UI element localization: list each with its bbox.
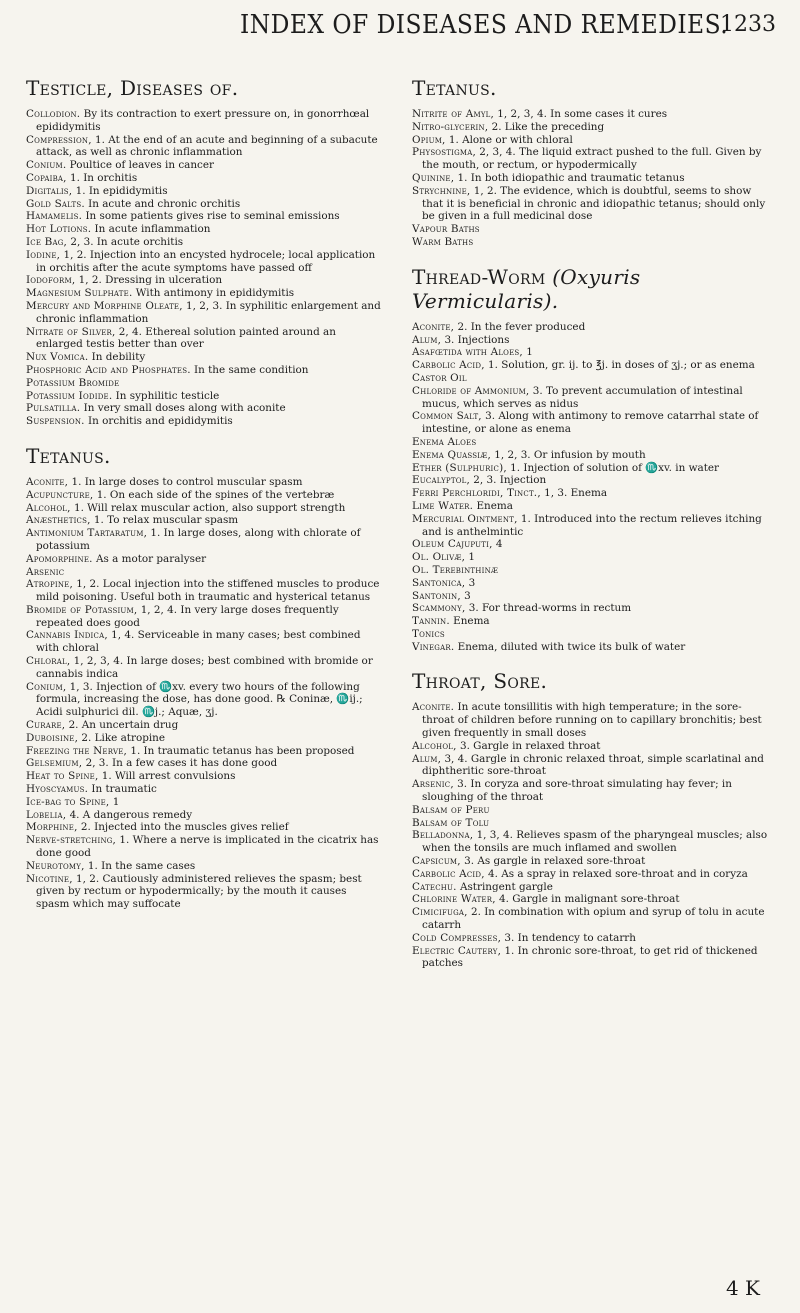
index-entry (26, 249, 382, 275)
entry-text: 2. Like the preceding (488, 120, 605, 133)
entry-term: Aconite, (26, 475, 69, 488)
index-entry (26, 223, 382, 236)
index-entry (412, 577, 774, 590)
entry-term: Opium, (412, 133, 446, 146)
entry-term: Compression, (26, 133, 92, 146)
entry-term: Capsicum, (412, 855, 461, 868)
entry-term: Scammony, (412, 602, 466, 615)
index-entry (412, 829, 774, 855)
entry-text: 2, 3. In a few cases it has done good (82, 757, 278, 770)
entry-term: Iodoform, (26, 274, 76, 287)
index-entry (412, 590, 774, 603)
entry-text: In traumatic (88, 783, 157, 796)
index-entry (412, 487, 774, 500)
index-entry (26, 274, 382, 287)
index-entry (412, 223, 774, 236)
entry-text: In the same condition (190, 363, 309, 376)
entry-term: Nitro-glycerin, (412, 120, 489, 133)
entry-term: Enema Aloes (412, 435, 477, 448)
entry-term: Conium, (26, 680, 67, 693)
index-entry (412, 236, 774, 249)
entry-text: 2. Like atropine (78, 731, 166, 744)
left-column (26, 76, 382, 911)
entry-list-thread-worm (412, 321, 774, 654)
section-gap (412, 653, 774, 669)
entry-term: Balsam of Tolu (412, 816, 490, 829)
entry-text: 2. An uncertain drug (65, 719, 179, 732)
entry-term: Nitrite of Amyl, (412, 108, 494, 120)
entry-text: 1, 2, 3. Or infusion by mouth (490, 448, 646, 461)
entry-text: 1. Will arrest convulsions (98, 770, 236, 783)
index-entry (26, 732, 382, 745)
entry-text: 1, 3. Enema (540, 487, 608, 500)
entry-term: Carbolic Acid, (412, 867, 485, 880)
entry-text: With antimony in epididymitis (132, 287, 295, 300)
entry-text: In orchitis and epididymitis (84, 415, 233, 428)
index-entry (412, 564, 774, 577)
entry-text: 3. To prevent accumulation of intestinal mucus, which serves as nidus (422, 384, 743, 410)
entry-text: 1 (465, 551, 475, 564)
entry-text: 1, 2, 4. In very large doses frequently repeated does good (36, 603, 339, 629)
entry-text: 1, 2. Injection into an encysted hydrocele; local application in orchitis after the acute symptoms have passed off (36, 248, 376, 274)
entry-text: 2. In combination with opium and syrup of tolu in acute catarrh (422, 906, 765, 932)
section-gap (412, 249, 774, 265)
entry-term: Vapour Baths (412, 223, 480, 236)
entry-text: 3. In coryza and sore-throat simulating hay fever; in sloughing of the throat (422, 778, 732, 804)
index-entry (26, 502, 382, 515)
entry-text: 1. In large doses, along with chlorate of potassium (36, 527, 361, 552)
index-entry (412, 474, 774, 487)
entry-term: Hyoscyamus. (26, 783, 89, 796)
index-entry (26, 476, 382, 489)
entry-text: 1 (109, 795, 120, 808)
index-entry (412, 538, 774, 551)
entry-term: Bromide of Potassium, (26, 603, 138, 616)
entry-text: 1. Will relax muscular action, also support strength (70, 501, 346, 514)
index-entry (412, 500, 774, 513)
entry-term: Acupuncture, (26, 488, 94, 501)
index-entry (26, 172, 382, 185)
index-entry (26, 159, 382, 172)
entry-text: 2. Injected into the muscles gives relief (77, 821, 289, 834)
entry-text: By its contraction to exert pressure on, in gonorrhœal epididymitis (36, 108, 370, 133)
index-entry (412, 436, 774, 449)
entry-text: 3. In tendency to catarrh (501, 931, 636, 944)
entry-list-tetanus-continued (412, 108, 774, 249)
index-entry (26, 873, 382, 911)
entry-term: Eucalyptol, (412, 474, 470, 487)
entry-text: 1. Alone or with chloral (445, 133, 573, 146)
entry-text: In acute and chronic orchitis (84, 197, 241, 210)
index-entry (412, 334, 774, 347)
entry-text: 3. Gargle in relaxed throat (456, 739, 601, 752)
entry-term: Iodine, (26, 248, 61, 261)
index-entry (26, 185, 382, 198)
index-entry (412, 881, 774, 894)
index-entry (412, 462, 774, 475)
entry-term: Lobelia, (26, 808, 67, 821)
entry-text: 1. Introduced into the rectum relieves itching and is anthelmintic (422, 512, 762, 538)
index-entry (26, 402, 382, 415)
section-title-testicle: Testicle, Diseases of. (26, 76, 239, 100)
entry-term: Chloride of Ammonium, (412, 384, 530, 397)
entry-text: 1, 2. Cautiously administered relieves the spasm; best given by rectum or hypodermically; by the mouth it causes spasm which may suffocate (36, 872, 362, 911)
entry-text: In some patients gives rise to seminal emissions (82, 210, 340, 223)
entry-text: 2. In the fever produced (454, 320, 586, 333)
entry-term: Gelsemium, (26, 757, 83, 770)
entry-term: Cannabis Indica, (26, 629, 108, 642)
entry-list-tetanus (26, 476, 382, 911)
entry-term: Aconite. (412, 701, 455, 714)
entry-term: Ether (Sulphuric), (412, 461, 507, 474)
section-title-thread-worm (412, 265, 774, 313)
entry-term: Hot Lotions. (26, 223, 92, 236)
entry-text: Poultice of leaves in cancer (66, 159, 214, 172)
index-entry (412, 346, 774, 359)
index-entry (26, 134, 382, 160)
index-entry (26, 578, 382, 604)
index-entry (412, 372, 774, 385)
index-entry (26, 364, 382, 377)
entry-text: 1, 2. The evidence, which is doubtful, seems to show that it is beneficial in chronic and idiopathic tetanus; should only be given in a full medicinal dose (422, 184, 766, 223)
entry-text: 1. In epididymitis (72, 184, 168, 197)
entry-term: Potassium Bromide (26, 376, 120, 389)
index-entry (412, 753, 774, 779)
entry-text: Enema (473, 499, 513, 512)
entry-term: Collodion. (26, 108, 81, 120)
entry-term: Strychnine, (412, 184, 471, 197)
index-entry (26, 236, 382, 249)
entry-term: Cold Compresses, (412, 931, 502, 944)
entry-text: 3 (460, 589, 471, 602)
index-entry (412, 385, 774, 411)
index-entry (412, 868, 774, 881)
index-entry (26, 527, 382, 553)
entry-text: 1, 3. Injection of ♏xv. every two hours of the following formula, increasing the dose, has done good. ℞ Coninæ, ♏ij.; Acidi sulphurici dil. ♏j.; Aquæ, ʒj. (36, 680, 363, 719)
right-column (412, 76, 774, 970)
entry-text: 1. In large doses to control muscular spasm (68, 475, 303, 488)
section-title-tetanus-continued: Tetanus. (412, 76, 497, 100)
entry-term: Carbolic Acid, (412, 359, 485, 372)
entry-term: Antimonium Tartaratum, (26, 527, 148, 540)
entry-text: 4. Gargle in malignant sore-throat (495, 893, 680, 906)
entry-term: Cimicifuga, (412, 906, 468, 919)
section-title-latin: (Oxyuris Vermicularis). (412, 264, 641, 313)
section-title-sore-throat: Throat, Sore. (412, 669, 548, 694)
entry-term: Atropine, (26, 578, 73, 591)
entry-term: Morphine, (26, 821, 78, 834)
index-entry (26, 796, 382, 809)
entry-term: Hamamelis. (26, 210, 83, 223)
index-entry (26, 809, 382, 822)
entry-term: Gold Salts. (26, 197, 85, 210)
entry-term: Tannin. (412, 615, 450, 628)
entry-text: 3. As gargle in relaxed sore-throat (460, 855, 646, 868)
entry-term: Curare, (26, 719, 66, 732)
index-entry (412, 513, 774, 539)
entry-term: Nerve-stretching, (26, 834, 117, 847)
entry-term: Anæsthetics, (26, 514, 91, 527)
entry-term: Santonica, (412, 576, 466, 589)
entry-term: Nitrate of Silver, (26, 325, 116, 338)
entry-term: Alcohol, (412, 739, 457, 752)
entry-text: 1. In orchitis (66, 171, 138, 184)
entry-text: 2, 3, 4. The liquid extract pushed to the full. Given by the mouth, or rectum, or hypodermically (422, 146, 762, 172)
index-entry (26, 834, 382, 860)
entry-term: Alum, (412, 333, 442, 346)
index-entry (412, 945, 774, 971)
index-entry (26, 351, 382, 364)
entry-term: Suspension. (26, 415, 85, 428)
index-entry (412, 134, 774, 147)
page-number: 1233 (720, 12, 776, 37)
entry-text: 1. In both idiopathic and traumatic tetanus (454, 171, 685, 184)
entry-term: Conium. (26, 159, 67, 172)
entry-term: Digitalis, (26, 184, 73, 197)
entry-text: 1, 2, 3, 4. In some cases it cures (494, 108, 668, 120)
entry-text: Astringent gargle (456, 880, 553, 893)
index-entry (26, 629, 382, 655)
index-entry (412, 817, 774, 830)
index-entry (412, 551, 774, 564)
index-entry (26, 655, 382, 681)
entry-term: Santonin, (412, 589, 461, 602)
index-entry (412, 804, 774, 817)
entry-term: Heat to Spine, (26, 770, 99, 783)
index-entry (412, 641, 774, 654)
entry-text: 4 (492, 538, 503, 551)
index-entry (412, 185, 774, 223)
entry-term: Ice-bag to Spine, (26, 795, 110, 808)
index-entry (26, 390, 382, 403)
entry-text: 3, 4. Gargle in chronic relaxed throat, simple scarlatinal and diphtheritic sore-throat (422, 752, 764, 778)
entry-term: Ferri Perchloridi, Tinct., (412, 487, 541, 500)
entry-text: In very small doses along with aconite (80, 402, 286, 415)
entry-term: Asafœtida with Aloes, (412, 346, 523, 359)
entry-term: Ol. Terebinthinæ (412, 563, 499, 576)
entry-text: In debility (88, 351, 146, 364)
entry-term: Copaiba, (26, 171, 67, 184)
index-entry (412, 615, 774, 628)
entry-term: Warm Baths (412, 235, 474, 248)
entry-text: 1 (522, 346, 533, 359)
entry-term: Mercurial Ointment, (412, 512, 518, 525)
entry-term: Apomorphine. (26, 552, 93, 565)
entry-text: 1, 2. Dressing in ulceration (75, 274, 223, 287)
entry-text: 1. On each side of the spines of the vertebræ (93, 488, 335, 501)
entry-term: Chloral, (26, 655, 71, 668)
entry-text: 1. Where a nerve is implicated in the cicatrix has done good (36, 834, 379, 860)
index-entry (412, 906, 774, 932)
index-entry (26, 514, 382, 527)
entry-term: Ol. Olivæ, (412, 551, 466, 564)
entry-text: 1. Injection of solution of ♏xv. in water (506, 461, 719, 474)
index-entry (412, 172, 774, 185)
index-entry (412, 410, 774, 436)
index-entry (26, 198, 382, 211)
index-entry (26, 604, 382, 630)
entry-text: 2, 3. In acute orchitis (67, 235, 184, 248)
entry-text: 3. For thread-worms in rectum (465, 602, 632, 615)
entry-list-testicle (26, 108, 382, 428)
entry-text: 3. Injections (441, 333, 510, 346)
entry-term: Physostigma, (412, 146, 476, 159)
entry-term: Aconite, (412, 320, 455, 333)
entry-term: Alum, (412, 752, 442, 765)
index-entry (26, 719, 382, 732)
entry-text: 3. Along with antimony to remove catarrhal state of intestine, or alone as enema (422, 410, 759, 436)
index-entry (26, 745, 382, 758)
entry-text: 2, 4. Ethereal solution painted around an enlarged testis better than over (36, 325, 336, 351)
entry-term: Castor Oil (412, 371, 467, 384)
entry-term: Neurotomy, (26, 859, 85, 872)
index-entry (26, 210, 382, 223)
entry-text: In syphilitic testicle (112, 389, 220, 402)
entry-term: Catechu. (412, 880, 457, 893)
entry-term: Chlorine Water, (412, 893, 496, 906)
running-head: INDEX OF DISEASES AND REMEDIES. (240, 10, 729, 40)
entry-term: Nux Vomica. (26, 351, 89, 364)
entry-text: 1. Solution, gr. ij. to ℥j. in doses of ʒj.; or as enema (484, 359, 755, 372)
index-entry (26, 300, 382, 326)
section-gap (26, 428, 382, 444)
entry-text: 1. To relax muscular spasm (90, 514, 239, 527)
entry-text: 1. In traumatic tetanus has been proposed (127, 744, 355, 757)
entry-term: Enema Quassiæ, (412, 448, 491, 461)
index-entry (26, 553, 382, 566)
entry-term: Quinine, (412, 171, 455, 184)
entry-text: 1, 2, 3, 4. In large doses; best combined with bromide or cannabis indica (36, 655, 373, 680)
entry-term: Pulsatilla. (26, 402, 81, 415)
entry-term: Mercury and Morphine Oleate, (26, 299, 183, 312)
index-entry (26, 783, 382, 796)
entry-text: In acute inflammation (91, 223, 211, 236)
entry-text: 1, 2. Local injection into the stiffened muscles to produce mild poisoning. Useful both in traumatic and hysterical tetanus (36, 578, 380, 604)
index-entry (412, 778, 774, 804)
entry-term: Freezing the Nerve, (26, 744, 128, 757)
index-entry (26, 566, 382, 579)
index-entry (26, 489, 382, 502)
section-title-tetanus: Tetanus. (26, 443, 111, 468)
index-entry (26, 287, 382, 300)
entry-text: Enema, diluted with twice its bulk of water (454, 640, 686, 653)
entry-text: 4. A dangerous remedy (66, 808, 193, 821)
entry-list-sore-throat (412, 701, 774, 970)
entry-term: Lime Water. (412, 499, 474, 512)
entry-text: 1. In chronic sore-throat, to get rid of thickened patches (422, 944, 758, 970)
entry-term: Oleum Cajuputi, (412, 538, 493, 551)
entry-term: Magnesium Sulphate. (26, 287, 133, 300)
entry-text: 1, 3, 4. Relieves spasm of the pharyngeal muscles; also when the tonsils are much inflamed and swollen (422, 829, 768, 855)
entry-term: Arsenic, (412, 778, 454, 791)
entry-term: Phosphoric Acid and Phosphates. (26, 363, 191, 376)
entry-term: Nicotine, (26, 872, 73, 885)
entry-term: Vinegar. (412, 640, 455, 653)
index-entry (412, 701, 774, 739)
entry-text: 4. As a spray in relaxed sore-throat and in coryza (484, 867, 748, 880)
index-entry (412, 932, 774, 945)
entry-text: In acute tonsillitis with high temperature; in the sore-throat of children before running on to capillary bronchitis; best given frequently in small doses (422, 701, 762, 740)
index-entry (26, 860, 382, 873)
index-entry (412, 893, 774, 906)
entry-term: Alcohol, (26, 501, 71, 514)
entry-text: 1, 4. Serviceable in many cases; best combined with chloral (36, 629, 361, 655)
index-entry (412, 855, 774, 868)
index-entry (26, 770, 382, 783)
index-entry (412, 321, 774, 334)
entry-text: As a motor paralyser (92, 552, 207, 565)
entry-text: 1, 2, 3. In syphilitic enlargement and chronic inflammation (36, 299, 381, 325)
index-entry (26, 821, 382, 834)
index-entry (26, 757, 382, 770)
index-entry (26, 681, 382, 719)
index-entry (26, 415, 382, 428)
section-title-main: Thread-Worm (412, 264, 546, 289)
entry-text: 2, 3. Injection (470, 474, 547, 487)
index-entry (412, 146, 774, 172)
entry-term: Balsam of Peru (412, 803, 490, 816)
index-entry (412, 108, 774, 121)
entry-term: Duboisine, (26, 731, 79, 744)
index-entry (412, 359, 774, 372)
entry-text: 1. At the end of an acute and beginning of a subacute attack, as well as chronic inflammation (36, 133, 378, 159)
entry-term: Arsenic (26, 565, 65, 578)
entry-term: Electric Cautery, (412, 944, 502, 957)
page-header (0, 8, 800, 48)
signature-mark: 4 K (725, 1276, 760, 1300)
index-entry (412, 740, 774, 753)
index-entry (412, 449, 774, 462)
index-entry (26, 108, 382, 134)
index-entry (26, 377, 382, 390)
index-entry (412, 628, 774, 641)
index-entry (26, 326, 382, 352)
index-entry (412, 121, 774, 134)
entry-text: 1. In the same cases (84, 859, 196, 872)
entry-term: Common Salt, (412, 410, 482, 423)
entry-term: Potassium Iodide. (26, 389, 113, 402)
entry-text: 3 (465, 576, 476, 589)
index-entry (412, 602, 774, 615)
entry-term: Tonics (412, 627, 445, 640)
entry-term: Belladonna, (412, 829, 474, 842)
entry-text: Enema (449, 615, 490, 628)
entry-term: Ice Bag, (26, 235, 68, 248)
